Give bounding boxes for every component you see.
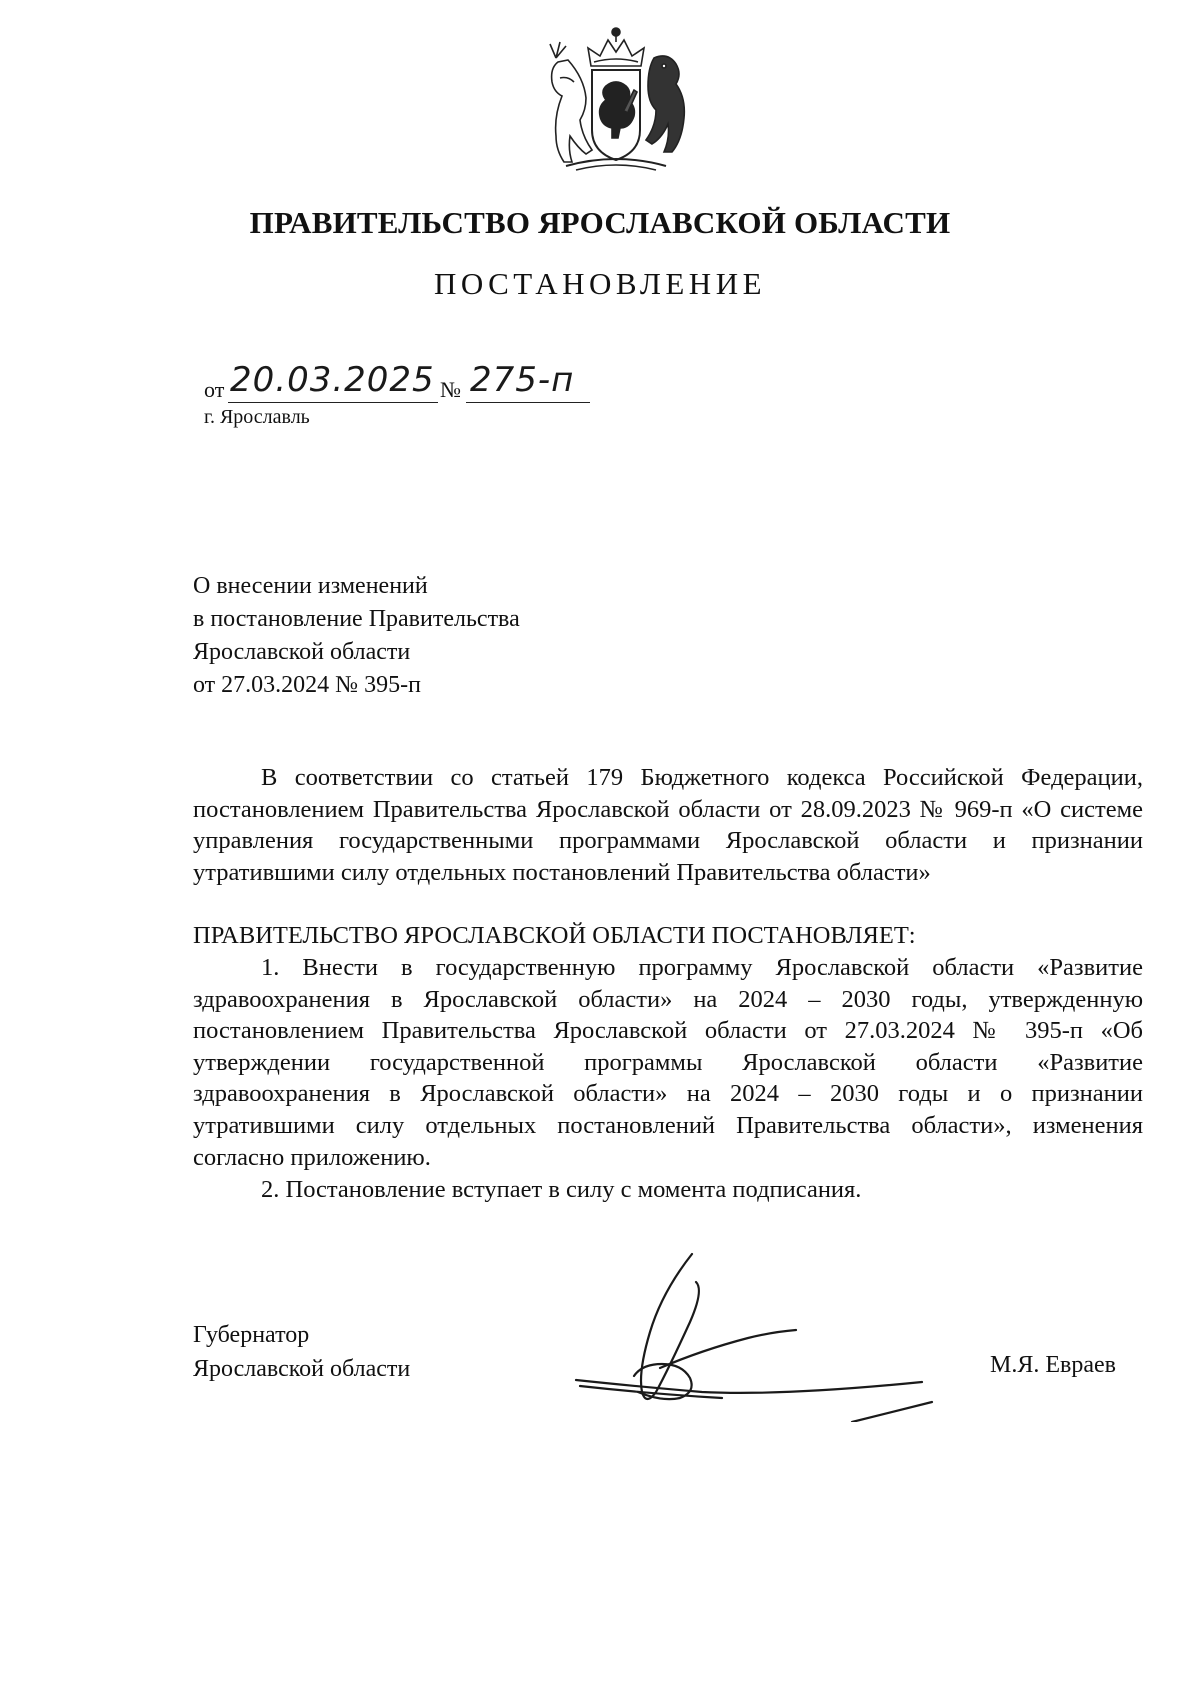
signatory-title-line: Ярославской области xyxy=(193,1356,411,1382)
handwritten-signature xyxy=(572,1252,952,1422)
document-subject xyxy=(193,570,520,702)
signatory-title xyxy=(193,1318,410,1386)
number-value: 275-п xyxy=(470,360,575,400)
resolves-heading: ПРАВИТЕЛЬСТВО ЯРОСЛАВСКОЙ ОБЛАСТИ ПОСТАНОВЛЯЕТ: xyxy=(193,922,916,949)
item-2-paragraph: 2. Постановление вступает в силу с момента подписания. xyxy=(261,1176,862,1203)
document-type: ПОСТАНОВЛЕНИЕ xyxy=(433,266,767,301)
organization-title: ПРАВИТЕЛЬСТВО ЯРОСЛАВСКОЙ ОБЛАСТИ xyxy=(249,205,951,240)
subject-line: Ярославской области xyxy=(193,639,411,665)
number-underline xyxy=(466,402,590,403)
item-1-paragraph: 1. Внести в государственную программу Ярославской области «Развитие здравоохранения в Ярославской области» на 2024 – 2030 годы, утвержденную постановлением Правительства Ярославской области от 27.03.2024 № 395-п «Об утверждении государственной программы Ярославской области «Развитие здравоохранения в Ярославской области» на 2024 – 2030 годы и о признании утратившими силу отдельных постановлений Правительства области», изменения согласно приложению. xyxy=(193,954,1143,1171)
preamble-paragraph: В соответствии со статьей 179 Бюджетного кодекса Российской Федерации, постановлением Правительства Ярославской области от 28.09.2023 № 969-п «О системе управления государственными программами Ярославской области и признании утратившими силу отдельных постановлений Правительства области» xyxy=(193,764,1143,886)
number-prefix: № xyxy=(440,377,461,402)
date-underline xyxy=(228,402,438,403)
subject-line: от 27.03.2024 № 395-п xyxy=(193,672,421,698)
city: г. Ярославль xyxy=(204,406,310,428)
date-prefix: от xyxy=(204,377,225,402)
date-value: 20.03.2025 xyxy=(230,360,435,400)
subject-line: в постановление Правительства xyxy=(193,606,520,632)
signatory-name: М.Я. Евраев xyxy=(990,1352,1116,1378)
coat-of-arms-emblem xyxy=(536,18,696,176)
date-number-row xyxy=(204,362,624,410)
signatory-title-line: Губернатор xyxy=(193,1322,310,1348)
subject-line: О внесении изменений xyxy=(193,573,428,599)
